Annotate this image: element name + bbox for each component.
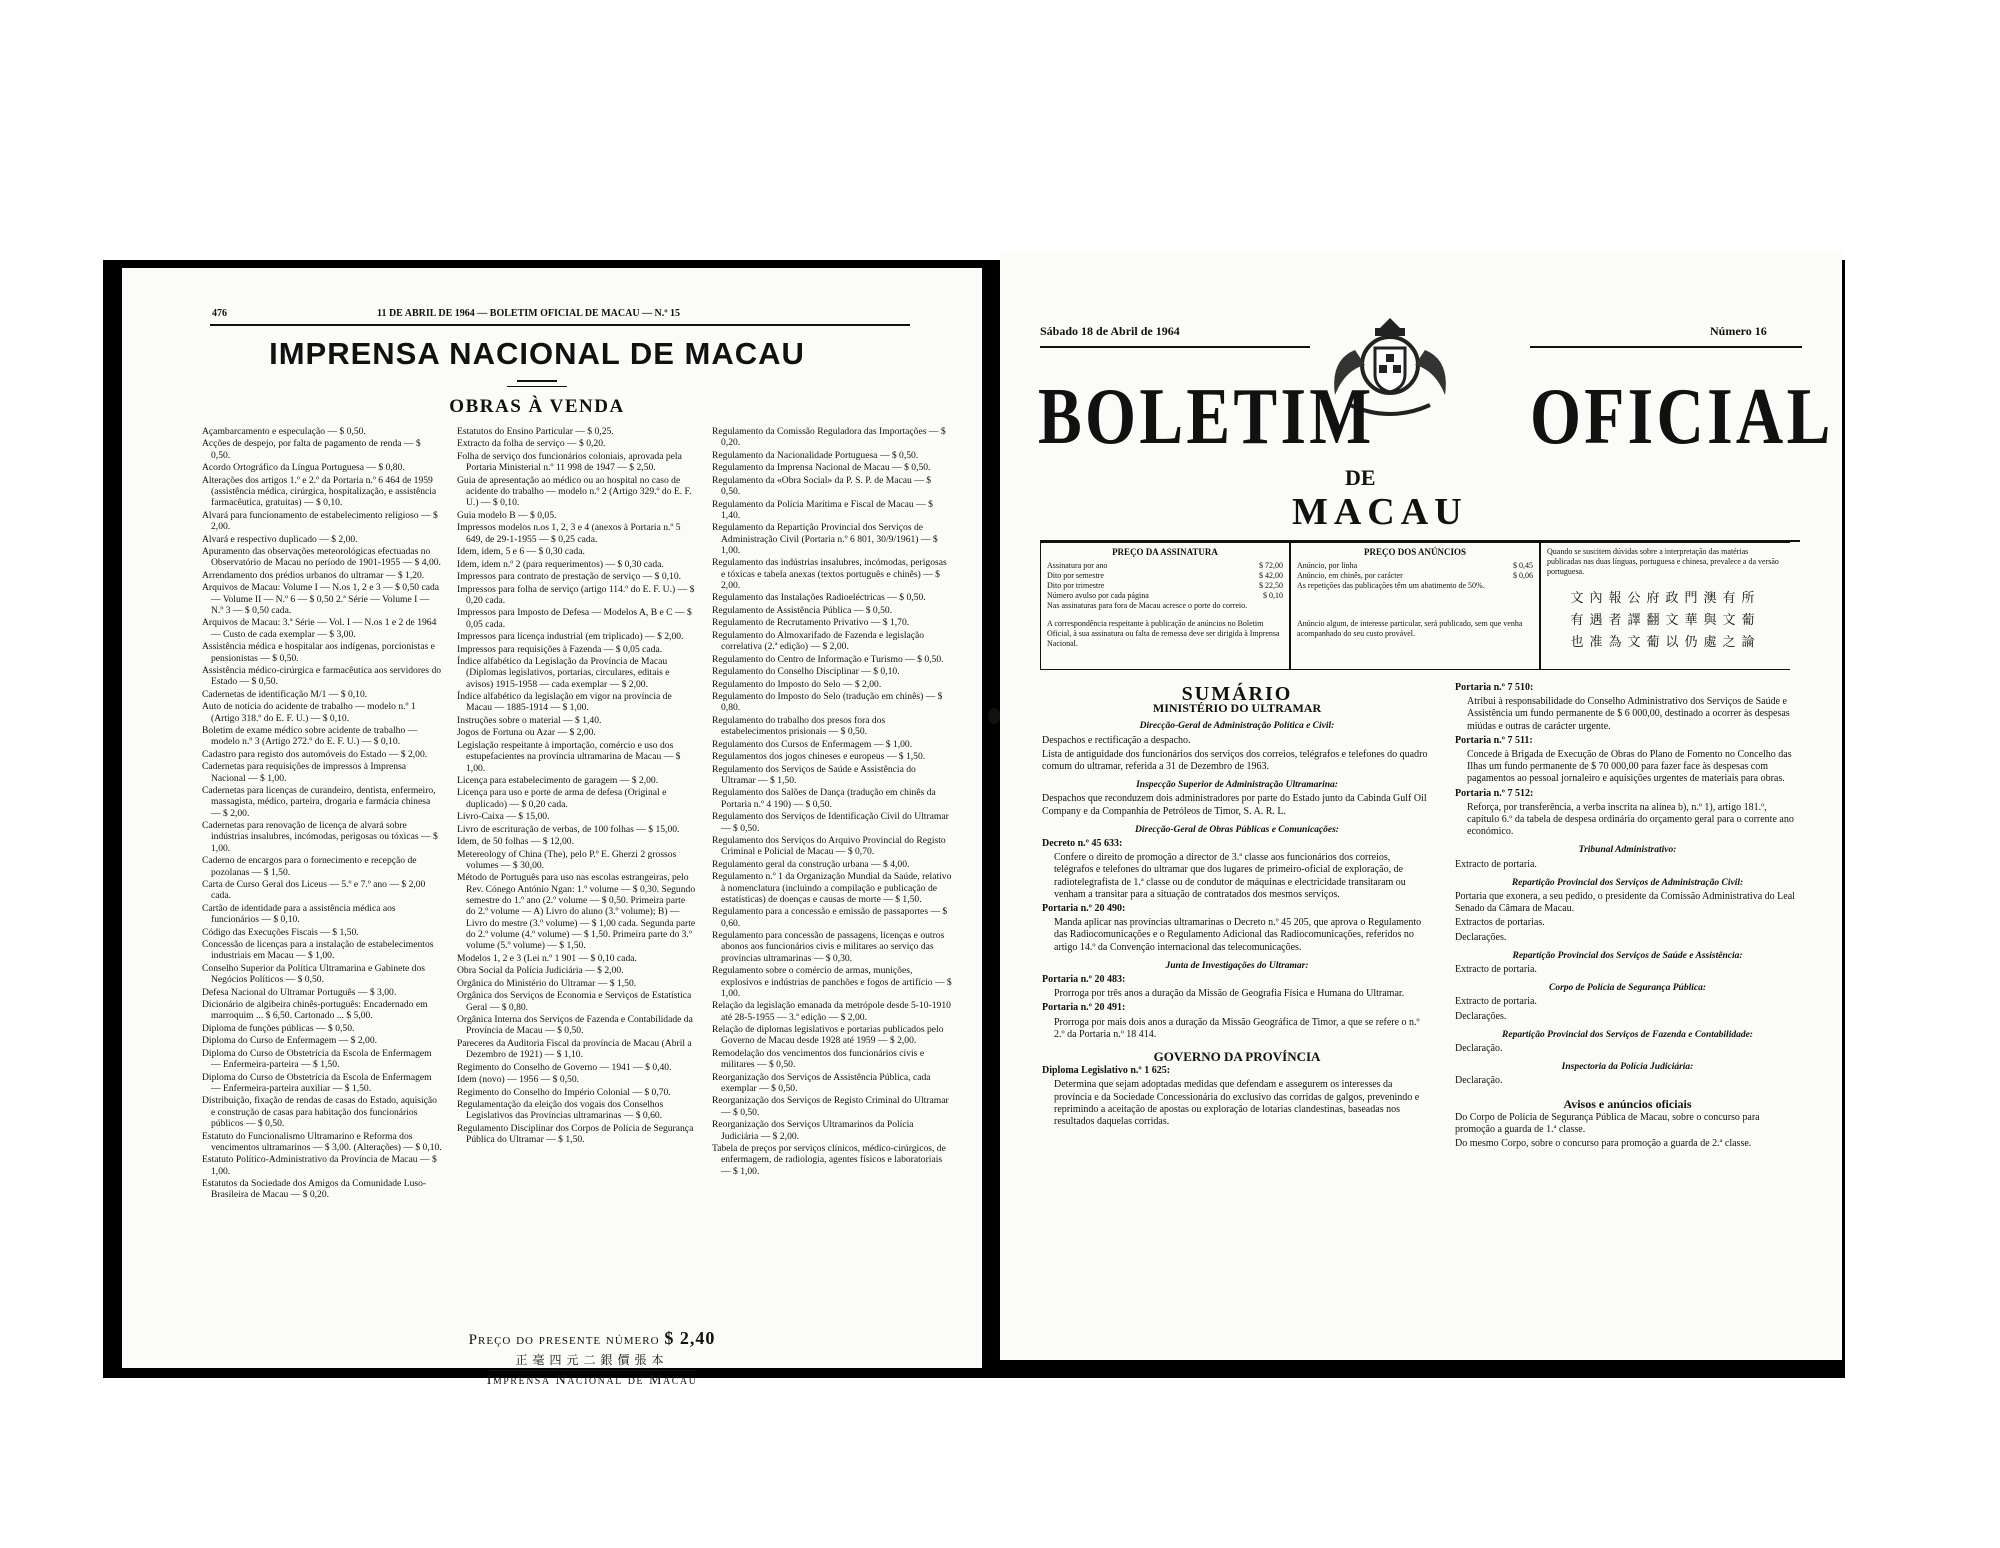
catalog-entry: Assistência médica e hospitalar aos indígenas, porcionistas e pensionistas — $ 0,50. bbox=[202, 641, 435, 664]
summary-entry: Concede à Brigada de Execução de Obras do Plano de Fomento no Concelho das Ilhas um fundo permanente de $ 70 000,00 para fazer face às despesas com pagamentos ao pessoal jornaleiro e aquisições urgentes de materiais para obras. bbox=[1467, 749, 1792, 785]
catalog-entry: Guia modelo B — $ 0,05. bbox=[457, 509, 557, 521]
price-row bbox=[1047, 561, 1283, 571]
section-heading: Inspectoria da Polícia Judiciária: bbox=[1561, 1062, 1694, 1073]
price-row-label: Dito por trimestre bbox=[1047, 581, 1105, 590]
catalog-entry: Diploma do Curso de Obstetrícia da Escola de Enfermagem — Enfermeira-parteira — $ 1,50. bbox=[202, 1047, 432, 1071]
catalog-entry: Tabela de preços por serviços clínicos, médico-cirúrgicos, de enfermagem, de radiologia, agentes físicos e laboratoriais — $ 1,00. bbox=[712, 1143, 946, 1177]
catalog-entry: Licença para estabelecimento de garagem — $ 2,00. bbox=[457, 774, 659, 786]
catalog-entry: Estatuto do Funcionalismo Ultramarino e Reforma dos vencimentos ultramarinos — $ 3,00. (Alterações) — $ 0,10. bbox=[202, 1130, 442, 1153]
summary-entry: Do Corpo de Polícia de Segurança Pública de Macau, sobre o concurso para promoção a guarda de 1.ª classe. bbox=[1455, 1111, 1760, 1136]
summary-entry: Portaria que exonera, a seu pedido, o presidente da Comissão Administrativa do Leal Senado da Câmara de Macau. bbox=[1455, 891, 1795, 915]
catalog-entry: Regulamento da Comissão Reguladora das Importações — $ 0,20. bbox=[712, 426, 946, 449]
price-row-label: Número avulso por cada página bbox=[1047, 591, 1149, 600]
catalog-entry: Obra Social da Polícia Judiciária — $ 2,00. bbox=[457, 965, 624, 977]
sumario-column-1 bbox=[1042, 682, 1432, 1130]
chinese-notice-line: 也准為文葡以仍處之論 bbox=[1570, 634, 1761, 649]
catalog-entry: Relação de diplomas legislativos e portarias publicados pelo Governo de Macau desde 1928 até 1959 — $ 2,00. bbox=[712, 1024, 944, 1047]
catalog-entry: Diploma do Curso de Obstetrícia da Escola de Enfermagem — Enfermeira-parteira auxiliar — $ 1,50. bbox=[202, 1071, 432, 1094]
header-rule bbox=[1040, 346, 1310, 348]
catalog-entry: Regulamento do Imposto do Selo — $ 2,00. bbox=[712, 678, 882, 690]
diploma-label: Portaria n.º 20 490: bbox=[1042, 903, 1126, 915]
catalog-entry: Regulamento das Instalações Radioeléctricas — $ 0,50. bbox=[712, 592, 926, 604]
diploma-label: Diploma Legislativo n.º 1 625: bbox=[1042, 1065, 1171, 1077]
catalog-entry: Regulamento dos Serviços do Arquivo Provincial do Registo Criminal e Policial de Macau — $ 0,70. bbox=[712, 835, 946, 858]
issue-date: Sábado 18 de Abril de 1964 bbox=[1040, 324, 1180, 338]
catalog-entry: Alterações dos artigos 1.º e 2.º da Portaria n.º 6 464 de 1959 (assistência médica, cirúrgica, hospitalização, e assistência farmacêutica, gratuitas) — $ 0,10. bbox=[202, 474, 437, 509]
catalog-entry: Apuramento das observações meteorológicas efectuadas no Observatório de Macau no período de 1901-1955 — $ 4,00. bbox=[202, 546, 441, 569]
summary-entry: Confere o direito de promoção a director de 3.ª classe aos funcionários dos correios, telégrafos e telefones do ultramar que dos lugares de primeiro-oficial de exploração, de radiotelegrafista de 1.ª classe ou de condutor de máquinas e electricidade transitaram ou venham a transitar para a situação de contratados dos mesmos serviços. bbox=[1054, 852, 1406, 900]
price-row bbox=[1297, 561, 1533, 571]
catalog-entry: Instruções sobre o material — $ 1,40. bbox=[457, 714, 602, 726]
catalog-entry: Distribuição, fixação de rendas de casas do Estado, aquisição e construção de casas para habitação dos funcionários públicos — $ 0,50. bbox=[202, 1095, 437, 1130]
price-value: $ 2,40 bbox=[664, 1328, 716, 1348]
catalog-entry: Defesa Nacional do Ultramar Português — $ 3,00. bbox=[202, 986, 397, 998]
catalog-entry: Cadernetas para licenças de curandeiro, dentista, enfermeiro, massagista, médico, parteira, drogaria e farmácia chinesa — $ 2,00. bbox=[202, 785, 436, 819]
ads-note: As repetições das publicações têm um abatimento de 50%. bbox=[1297, 581, 1485, 590]
catalog-entry: Regulamento do trabalho dos presos fora dos estabelecimentos prisionais — $ 0,50. bbox=[712, 714, 886, 738]
price-row bbox=[1047, 581, 1283, 591]
catalog-entry: Arquivos de Macau: 3.ª Série — Vol. I — N.os 1 e 2 de 1964 — Custo de cada exemplar — $ 3,00. bbox=[202, 617, 437, 640]
catalog-entry: Regimento do Conselho do Império Colonial — $ 0,70. bbox=[457, 1086, 671, 1098]
catalog-entry: Modelos 1, 2 e 3 (Lei n.º 1 901 — $ 0,10 cada. bbox=[457, 952, 637, 964]
catalog-column-1 bbox=[202, 426, 442, 1202]
diploma-label: Portaria n.º 7 512: bbox=[1455, 787, 1534, 799]
summary-entry: Declaração. bbox=[1455, 1075, 1503, 1087]
catalog-entry: Código das Execuções Fiscais — $ 1,50. bbox=[202, 926, 359, 938]
catalog-entry: Livro de escrituração de verbas, de 100 folhas — $ 15,00. bbox=[457, 823, 680, 835]
catalog-entry: Estatuto Político-Administrativo da Província de Macau — $ 1,00. bbox=[202, 1154, 437, 1177]
summary-entry: Prorroga por três anos a duração da Missão de Geografia Física e Humana do Ultramar. bbox=[1054, 988, 1405, 1000]
left-page bbox=[122, 268, 982, 1388]
catalog-entry: Diploma do Curso de Enfermagem — $ 2,00. bbox=[202, 1035, 378, 1047]
catalog-entry: Concessão de licenças para a instalação de estabelecimentos industriais em Macau — $ 1,00. bbox=[202, 939, 434, 962]
catalog-entry: Caderno de encargos para o fornecimento e recepção de pozolanas — $ 1,50. bbox=[202, 855, 417, 878]
obras-title: OBRAS À VENDA bbox=[449, 396, 625, 417]
catalog-entry: Regulamento da Repartição Provincial dos Serviços de Administração Civil (Portaria n.º 6 801, 30/9/1961) — $ 1,00. bbox=[712, 522, 938, 556]
catalog-entry: Orgânica do Ministério do Ultramar — $ 1,50. bbox=[457, 977, 637, 989]
language-notice: Quando se suscitem dúvidas sobre a interpretação das matérias publicadas nas duas línguas, portuguesa e chinesa, prevalece a da versão portuguesa. bbox=[1547, 547, 1779, 576]
catalog-entry: Reorganização dos Serviços Ultramarinos da Polícia Judiciária — $ 2,00. bbox=[712, 1119, 914, 1142]
price-row-value: $ 0,06 bbox=[1513, 571, 1533, 580]
page-number: 476 bbox=[212, 308, 227, 319]
catalog-entry: Cadastro para registo dos automóveis do Estado — $ 2,00. bbox=[202, 748, 428, 760]
ministerio-heading: MINISTÉRIO DO ULTRAMAR bbox=[1152, 701, 1322, 716]
catalog-entry: Reorganização dos Serviços de Registo Criminal do Ultramar — $ 0,50. bbox=[712, 1095, 949, 1118]
catalog-entry: Auto de notícia do acidente de trabalho — modelo n.º 1 (Artigo 318.º do E. F. U.) — $ 0,10. bbox=[202, 701, 416, 724]
catalog-entry: Alvará e respectivo duplicado — $ 2,00. bbox=[202, 533, 358, 545]
price-row-value: $ 72,00 bbox=[1259, 561, 1283, 570]
catalog-column-3 bbox=[712, 426, 952, 1178]
language-notice-box bbox=[1540, 542, 1790, 670]
price-line bbox=[457, 1328, 727, 1349]
catalog-entry: Impressos modelos n.os 1, 2, 3 e 4 (anexos à Portaria n.º 5 649, de 29-1-1955 — $ 0,25 cada. bbox=[457, 522, 681, 545]
catalog-entry: Regulamento da Polícia Marítima e Fiscal de Macau — $ 1,40. bbox=[712, 498, 933, 521]
price-label: Preço do presente número bbox=[468, 1332, 660, 1348]
header-rule bbox=[210, 324, 910, 326]
summary-entry: Declaração. bbox=[1455, 1043, 1503, 1055]
diploma-label: Portaria n.º 20 491: bbox=[1042, 1002, 1126, 1014]
chinese-notice-line: 有遇者譯翻文華與文葡 bbox=[1570, 612, 1761, 627]
diploma-label: Portaria n.º 7 510: bbox=[1455, 682, 1534, 693]
section-heading: Inspecção Superior de Administração Ultramarina: bbox=[1136, 780, 1338, 791]
catalog-entry: Regulamento da «Obra Social» da P. S. P. de Macau — $ 0,50. bbox=[712, 474, 932, 498]
catalog-entry: Impressos para requisições à Fazenda — $ 0,05 cada. bbox=[457, 643, 663, 655]
ads-price-rows bbox=[1297, 561, 1533, 581]
masthead-de: DE bbox=[1345, 465, 1376, 490]
section-heading: Direcção-Geral de Administração Política e Civil: bbox=[1139, 721, 1335, 732]
summary-entry: Do mesmo Corpo, sobre o concurso para promoção a guarda de 2.ª classe. bbox=[1455, 1138, 1752, 1150]
catalog-entry: Metereology of China (The), pelo P.º E. Gherzi 2 grossos volumes — $ 30,00. bbox=[457, 848, 677, 871]
catalog-entry: Remodelação dos vencimentos dos funcionários civis e militares — $ 0,50. bbox=[712, 1047, 925, 1071]
price-row-value: $ 0,45 bbox=[1513, 561, 1533, 570]
price-chinese: 正毫四元二銀價張本 bbox=[515, 1353, 669, 1367]
catalog-entry: Licença para uso e porte de arma de defesa (Original e duplicado) — $ 0,20 cada. bbox=[457, 787, 667, 810]
summary-entry: Extractos de portarias. bbox=[1455, 917, 1545, 929]
subscription-box bbox=[1040, 542, 1290, 670]
catalog-column-2 bbox=[457, 426, 697, 1147]
summary-entry: Atribui à responsabilidade do Conselho Administrativo dos Serviços de Saúde e Assistência um fundo permanente de $ 6 000,00, destinado a ocorrer às despesas miúdas e outras de carácter urgente. bbox=[1467, 696, 1790, 732]
price-footer: Imprensa Nacional de Macau bbox=[486, 1373, 698, 1388]
header-rule bbox=[1530, 346, 1802, 348]
catalog-entry: Regulamento do Almoxarifado de Fazenda e legislação correlativa (2.ª edição) — $ 2,00. bbox=[712, 629, 925, 653]
catalog-entry: Idem, idem, 5 e 6 — $ 0,30 cada. bbox=[457, 546, 585, 558]
masthead-macau: MACAU bbox=[1292, 491, 1468, 533]
masthead-oficial: OFICIAL bbox=[1530, 373, 1834, 461]
price-row bbox=[1047, 571, 1283, 581]
catalog-entry: Regulamento do Imposto do Selo (tradução em chinês) — $ 0,80. bbox=[712, 691, 943, 714]
catalog-entry: Dicionário de algibeira chinês-português: Encadernado em marroquim ... $ 6,50. Cartonado ... $ 5,00. bbox=[202, 999, 428, 1022]
catalog-entry: Regimento do Conselho de Governo — 1941 — $ 0,40. bbox=[457, 1061, 672, 1073]
sumario-title: SUMÁRIO bbox=[1181, 683, 1293, 705]
catalog-entry: Estatutos do Ensino Particular — $ 0,25. bbox=[457, 426, 614, 437]
section-heading: Repartição Provincial dos Serviços de Administração Civil: bbox=[1511, 877, 1744, 888]
catalog-entry: Acções de despejo, por falta de pagamento de renda — $ 0,50. bbox=[202, 438, 421, 461]
catalog-entry: Açambarcamento e especulação — $ 0,50. bbox=[202, 426, 366, 437]
issue-number: Número 16 bbox=[1710, 324, 1767, 338]
catalog-entry: Diploma de funções públicas — $ 0,50. bbox=[202, 1022, 355, 1034]
summary-entry: Prorroga por mais dois anos a duração da Missão Geográfica de Timor, a que se refere o n.º 2.º da Portaria n.º 18 414. bbox=[1054, 1016, 1420, 1040]
subscription-note: A correspondência respeitante à publicação de anúncios no Boletim Oficial, à sua assinatura ou falta de remessa deve ser dirigida à Imprensa Nacional. bbox=[1047, 619, 1280, 648]
subscription-rows bbox=[1047, 561, 1283, 601]
catalog-entry: Método de Português para uso nas escolas estrangeiras, pelo Rev. Cónego António Ngan: 1.º volume — $ 0,30. Segundo semestre do 1.º ano (2.º volume — $ 0,50. Primeira parte do 2.º volume — A) Livro do aluno (3.º volume); B) — Livro do mestre (3.º volume) — $ 1,00 cada. Segunda parte do 2.º volume (4.º volume) — $ 1,50. Primeira parte do 3.º volume (5.º volume) — $ 1,50. bbox=[457, 872, 696, 952]
price-row-value: $ 22,50 bbox=[1259, 581, 1283, 590]
price-row bbox=[1297, 571, 1533, 581]
catalog-entry: Regulamento do Centro de Informação e Turismo — $ 0,50. bbox=[712, 653, 944, 665]
language-notice-chinese bbox=[1547, 587, 1784, 653]
section-heading: Tribunal Administrativo: bbox=[1578, 845, 1677, 856]
catalog-entry: Estatutos da Sociedade dos Amigos da Comunidade Luso-Brasileira de Macau — $ 0,20. bbox=[202, 1178, 427, 1201]
title-rule bbox=[517, 380, 557, 382]
catalog-entry: Conselho Superior da Política Ultramarina e Gabinete dos Negócios Políticos — $ 0,50. bbox=[202, 962, 425, 986]
catalog-entry: Regulamento dos Salões de Dança (tradução em chinês da Portaria n.º 4 190) — $ 0,50. bbox=[712, 787, 936, 810]
catalog-entry: Regulamento de Assistência Pública — $ 0,50. bbox=[712, 604, 893, 616]
catalog-entry: Arquivos de Macau: Volume I — N.os 1, 2 e 3 — $ 0,50 cada — Volume II — N.º 6 — $ 0,50 2.ª Série — Volume I — N.º 3 — $ 0,50 cada. bbox=[202, 582, 440, 616]
catalog-entry: Impressos para Imposto de Defesa — Modelos A, B e C — $ 0,05 cada. bbox=[457, 607, 692, 630]
price-row-value: $ 0,10 bbox=[1263, 591, 1283, 600]
price-row-label: Assinatura por ano bbox=[1047, 561, 1108, 570]
price-box bbox=[457, 1328, 727, 1389]
sumario-column-2 bbox=[1455, 682, 1800, 1153]
masthead-boletim: BOLETIM bbox=[1038, 373, 1375, 461]
avisos-heading: Avisos e anúncios oficiais bbox=[1563, 1096, 1692, 1111]
gutter-left bbox=[984, 262, 992, 1372]
governo-heading: GOVERNO DA PROVÍNCIA bbox=[1153, 1049, 1321, 1065]
catalog-entry: Regulamento dos Serviços de Identificação Civil do Ultramar — $ 0,50. bbox=[712, 811, 949, 834]
catalog-entry: Guia de apresentação ao médico ou ao hospital no caso de acidente do trabalho — modelo n.º 2 (Artigo 329.º do E. F. U.) — $ 0,10. bbox=[457, 474, 692, 509]
summary-entry: Declarações. bbox=[1455, 1010, 1507, 1022]
catalog-entry: Extracto da folha de serviço — $ 0,20. bbox=[457, 438, 606, 450]
summary-entry: Despachos e rectificação a despacho. bbox=[1042, 734, 1191, 746]
summary-entry: Extracto de portaria. bbox=[1455, 858, 1537, 870]
summary-entry: Despachos que reconduzem dois administradores por parte do Estado junto da Cabinda Gulf Oil Company e da Companhia de Petróleos de Timor, S. A. R. L. bbox=[1042, 793, 1427, 817]
price-row-value: $ 42,00 bbox=[1259, 571, 1283, 580]
price-row-label: Dito por semestre bbox=[1047, 571, 1104, 580]
price-row bbox=[1047, 591, 1283, 601]
catalog-entry: Cadernetas para renovação de licença de alvará sobre indústrias insalubres, incómodas, perigosas ou tóxicas — $ 1,00. bbox=[202, 820, 438, 854]
chinese-notice-line: 文內報公府政門澳有所 bbox=[1570, 590, 1761, 605]
catalog-entry: Impressos para contrato de prestação de serviço — $ 0,10. bbox=[457, 571, 682, 583]
catalog-entry: Regulamento dos Serviços de Saúde e Assistência do Ultramar — $ 1,50. bbox=[712, 763, 916, 786]
catalog-entry: Alvará para funcionamento de estabelecimento religioso — $ 2,00. bbox=[202, 509, 438, 533]
diploma-label: Decreto n.º 45 633: bbox=[1042, 838, 1123, 850]
ads-price-title: PREÇO DOS ANÚNCIOS bbox=[1363, 547, 1466, 557]
title-rule bbox=[507, 386, 567, 387]
catalog-entry: Relação da legislação emanada da metrópole desde 5-10-1910 até 28-5-1955 — 3.ª edição — $ 2,00. bbox=[712, 1000, 951, 1023]
catalog-entry: Regulamento do Conselho Disciplinar — $ 0,10. bbox=[712, 666, 900, 678]
summary-entry: Extracto de portaria. bbox=[1455, 996, 1537, 1008]
catalog-entry: Cadernetas para requisições de impressos à Imprensa Nacional — $ 1,00. bbox=[202, 761, 407, 784]
catalog-entry: Arrendamento dos prédios urbanos do ultramar — $ 1,20. bbox=[202, 569, 425, 581]
catalog-entry: Assistência médico-cirúrgica e farmacêutica aos servidores do Estado — $ 0,50. bbox=[202, 665, 442, 688]
catalog-entry: Idem, de 50 folhas — $ 12,00. bbox=[457, 836, 574, 848]
catalog-entry: Idem, idem n.º 2 (para requerimentos) — $ 0,30 cada. bbox=[457, 558, 664, 570]
catalog-entry: Legislação respeitante à importação, comércio e uso dos estupefacientes na província ultramarina de Macau — $ 1,00. bbox=[457, 739, 681, 774]
catalog-entry: Orgânica dos Serviços de Economia e Serviços de Estatística Geral — $ 0,80. bbox=[457, 990, 692, 1013]
section-heading: Repartição Provincial dos Serviços de Fazenda e Contabilidade: bbox=[1502, 1029, 1753, 1040]
section-heading: Repartição Provincial dos Serviços de Saúde e Assistência: bbox=[1512, 950, 1743, 961]
catalog-entry: Regulamento n.º 1 da Organização Mundial da Saúde, relativo à nomenclatura (incluindo a compilação e publicação de estatísticas) de doenças e causas de morte — $ 1,50. bbox=[712, 871, 952, 905]
catalog-entry: Regulamento geral da construção urbana — $ 4,00. bbox=[712, 858, 910, 870]
catalog-entry: Pareceres da Auditoria Fiscal da província de Macau (Abril a Dezembro de 1921) — $ 1,10. bbox=[457, 1037, 692, 1061]
subscription-note: Nas assinaturas para fora de Macau acresce o porte do correio. bbox=[1047, 601, 1248, 610]
catalog-entry: Jogos de Fortuna ou Azar — $ 2,00. bbox=[457, 727, 596, 739]
catalog-entry: Orgânica Interna dos Serviços de Fazenda e Contabilidade da Província de Macau — $ 0,50. bbox=[457, 1013, 693, 1037]
summary-entry: Manda aplicar nas províncias ultramarinas o Decreto n.º 45 205, que aprova o Regulamento das Radiocomunicações e o Regulamento Adicional das Radiocomunicações, referidos no artigo 14.º da Convenção internacional das telecomunicações. bbox=[1054, 917, 1422, 953]
catalog-entry: Regulamento para a concessão e emissão de passaportes — $ 0,60. bbox=[712, 906, 948, 929]
catalog-entry: Regulamentação da eleição dos vogais dos Conselhos Legislativos das Províncias ultramarinas — $ 0,60. bbox=[457, 1099, 664, 1122]
catalog-entry: Índice alfabético da legislação em vigor na província de Macau — 1885-1914 — $ 1,00. bbox=[457, 691, 672, 714]
catalog-entry: Cadernetas de identificação M/1 — $ 0,10. bbox=[202, 688, 368, 700]
catalog-entry: Regulamento da Imprensa Nacional de Macau — $ 0,50. bbox=[712, 462, 931, 474]
ads-note: Anúncio algum, de interesse particular, será publicado, sem que venha acompanhado do seu custo provável. bbox=[1297, 619, 1523, 638]
catalog-entry: Idem (novo) — 1956 — $ 0,50. bbox=[457, 1074, 580, 1086]
ads-price-box bbox=[1290, 542, 1540, 670]
section-heading: Direcção-Geral de Obras Públicas e Comunicações: bbox=[1135, 824, 1339, 835]
diploma-label: Portaria n.º 7 511: bbox=[1455, 734, 1533, 746]
section-heading: Junta de Investigações do Ultramar: bbox=[1165, 960, 1309, 971]
catalog-entry: Regulamento das indústrias insalubres, incómodas, perigosas e tóxicas e tabela anexas (textos português e chinês) — $ 2,00. bbox=[712, 557, 947, 591]
summary-entry: Determina que sejam adoptadas medidas que defendam e assegurem os interesses da província e da Sociedade Concessionária do exclusivo das corridas de galgos, prevenindo e reprimindo a aceitação de apostas ou exploração de lotarias clandestinas, baseadas nos resultados daquelas corridas. bbox=[1054, 1079, 1420, 1128]
running-head: 11 DE ABRIL DE 1964 — BOLETIM OFICIAL DE MACAU — N.º 15 bbox=[377, 308, 681, 319]
catalog-entry: Regulamento de Recrutamento Privativo — $ 1,70. bbox=[712, 617, 910, 629]
imprensa-title: IMPRENSA NACIONAL DE MACAU bbox=[269, 336, 805, 371]
catalog-entry: Acordo Ortográfico da Língua Portuguesa — $ 0,80. bbox=[202, 462, 405, 474]
catalog-entry: Regulamento para concessão de passagens, licenças e outros abonos aos funcionários civis e militares ao serviço das províncias ultramarinas — $ 0,30. bbox=[712, 930, 945, 964]
subscription-title: PREÇO DA ASSINATURA bbox=[1112, 547, 1218, 557]
catalog-entry: Regulamento Disciplinar dos Corpos de Polícia de Segurança Pública do Ultramar — $ 1,50. bbox=[457, 1122, 694, 1146]
summary-entry: Declarações. bbox=[1455, 931, 1507, 943]
summary-entry: Lista de antiguidade dos funcionários dos serviços dos correios, telégrafos e telefones do quadro comum do ultramar, referida a 31 de Dezembro de 1963. bbox=[1042, 748, 1428, 773]
catalog-entry: Regulamento sobre o comércio de armas, munições, explosivos e indústrias de panchões e fogos de artifício — $ 1,00. bbox=[712, 965, 952, 999]
price-row-label: Anúncio, por linha bbox=[1297, 561, 1358, 570]
section-heading: Corpo de Polícia de Segurança Pública: bbox=[1548, 983, 1706, 994]
catalog-entry: Cartão de identidade para a assistência médica aos funcionários — $ 0,10. bbox=[202, 902, 396, 926]
catalog-entry: Reorganização dos Serviços de Assistência Pública, cada exemplar — $ 0,50. bbox=[712, 1071, 931, 1094]
summary-entry: Extracto de portaria. bbox=[1455, 964, 1537, 976]
right-page bbox=[1000, 252, 1842, 1360]
summary-entry: Reforça, por transferência, a verba inscrita na alínea b), n.º 1), artigo 181.º, capítulo 6.º da tabela de despesa ordinária do orçamento geral para o corrente ano económico. bbox=[1467, 801, 1794, 838]
catalog-entry: Impressos para folha de serviço (artigo 114.º do E. F. U.) — $ 0,20 cada. bbox=[457, 583, 695, 606]
catalog-entry: Regulamento da Nacionalidade Portuguesa — $ 0,50. bbox=[712, 449, 919, 461]
catalog-entry: Livro-Caixa — $ 15,00. bbox=[457, 811, 550, 823]
catalog-entry: Boletim de exame médico sobre acidente de trabalho — modelo n.º 3 (Artigo 272.º do E. F. U.) — $ 0,10. bbox=[202, 725, 418, 748]
catalog-entry: Regulamentos dos jogos chineses e europeus — $ 1,50. bbox=[712, 751, 926, 763]
catalog-entry: Carta de Curso Geral dos Liceus — 5.º e 7.º ano — $ 2,00 cada. bbox=[202, 879, 426, 902]
price-rule bbox=[487, 1370, 697, 1371]
price-row-label: Anúncio, em chinês, por carácter bbox=[1297, 571, 1403, 580]
catalog-entry: Impressos para licença industrial (em triplicado) — $ 2,00. bbox=[457, 631, 684, 643]
catalog-entry: Folha de serviço dos funcionários coloniais, aprovada pela Portaria Ministerial n.º 11 998 de 1947 — $ 2,50. bbox=[457, 450, 682, 474]
diploma-label: Portaria n.º 20 483: bbox=[1042, 974, 1126, 986]
catalog-entry: Regulamento dos Cursos de Enfermagem — $ 1,00. bbox=[712, 738, 913, 750]
catalog-entry: Índice alfabético da Legislação da Província de Macau (Diplomas legislativos, portarias, circulares, editais e avisos) 1915-1958 — cada exemplar — $ 2,00. bbox=[457, 656, 670, 690]
